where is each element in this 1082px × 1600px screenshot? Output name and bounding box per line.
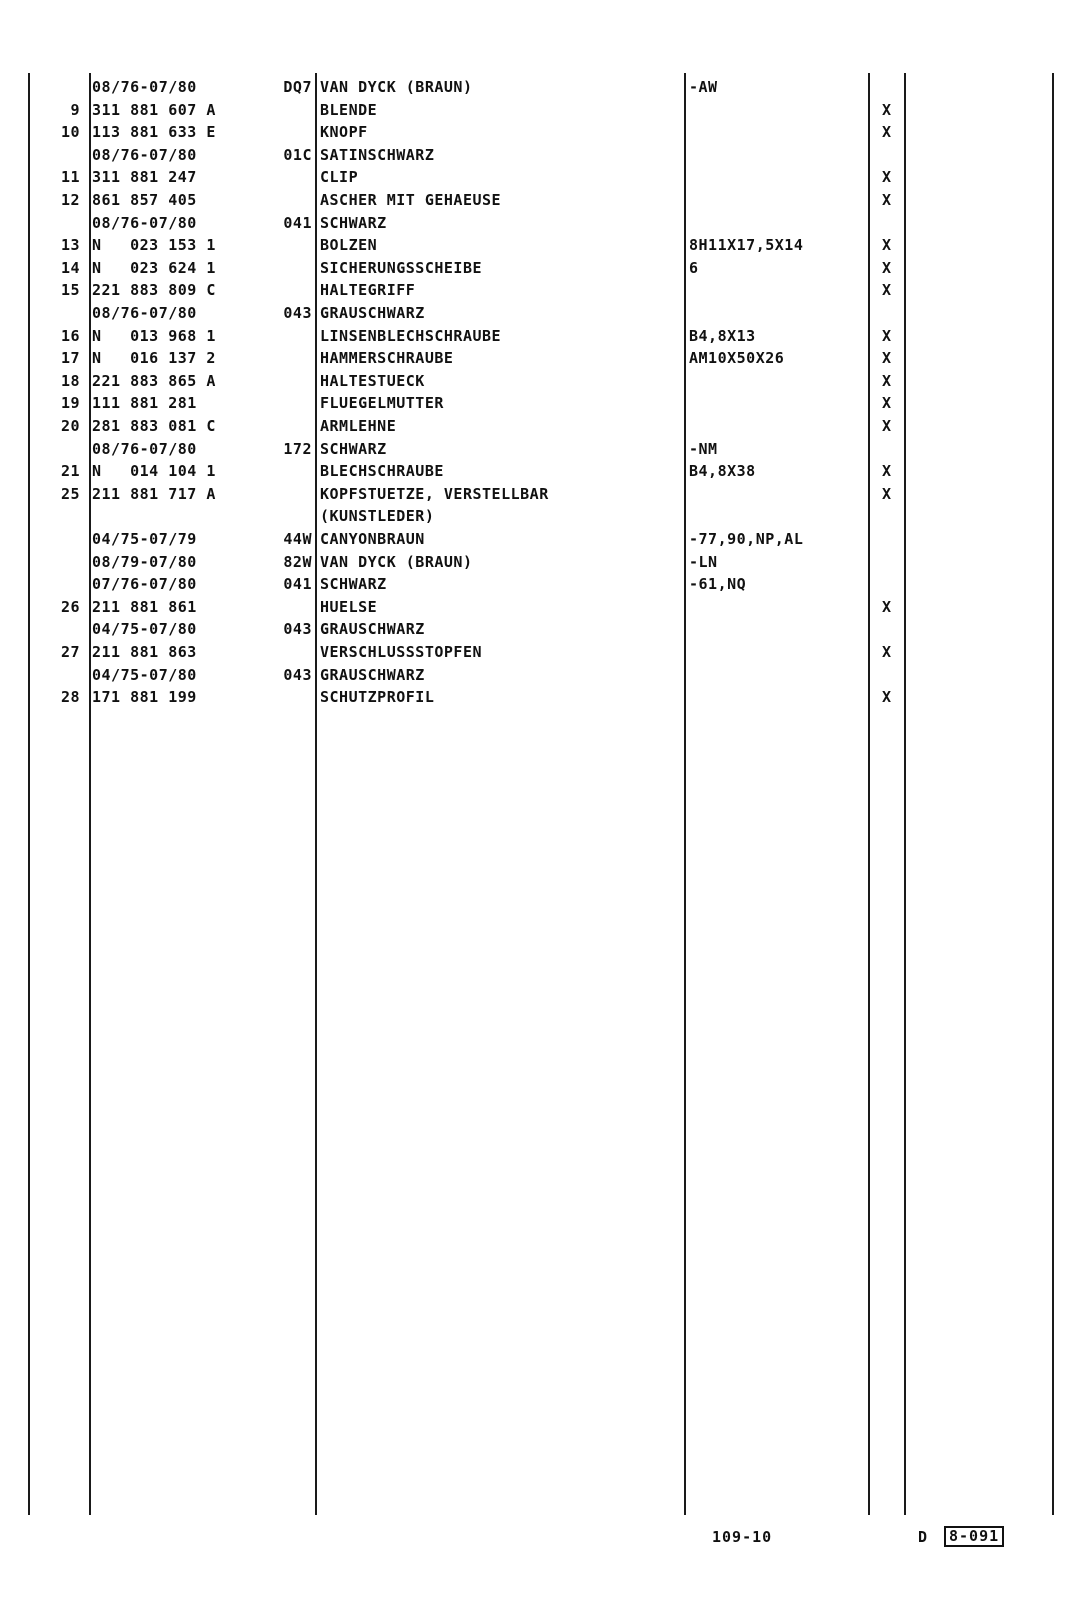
position-number: 11 [60,168,80,187]
page-reference: 109-10 [712,1528,773,1546]
applicability-mark: X [882,643,892,661]
table-row [0,460,1082,482]
specification: AM10X50X26 [689,349,785,368]
description: GRAUSCHWARZ [320,620,425,639]
color-code: 44W [283,530,312,548]
applicability-mark: X [882,371,892,390]
date-range: 08/76-07/80 [92,213,197,232]
part-number: 113 881 633 E [92,123,216,142]
description: HALTEGRIFF [320,281,416,300]
table-row [0,415,1082,437]
applicability-mark: X [882,258,892,277]
position-number: 17 [60,349,80,368]
part-number: N 023 624 1 [92,258,216,277]
description: VERSCHLUSSSTOPFEN [320,643,483,661]
position-number: 20 [60,417,80,435]
table-row [0,438,1082,460]
part-number: N 013 968 1 [92,326,216,345]
table-row [0,551,1082,573]
specification: 6 [689,258,699,277]
color-code: 041 [283,575,312,594]
applicability-mark: X [882,417,892,435]
description: CANYONBRAUN [320,530,425,548]
specification: 8H11X17,5X14 [689,236,804,255]
specification: -61,NQ [689,575,747,594]
part-number: N 014 104 1 [92,462,216,481]
part-number: 111 881 281 [92,394,197,413]
applicability-mark: X [882,326,892,345]
part-number: N 016 137 2 [92,349,216,368]
applicability-mark: X [882,168,892,187]
applicability-mark: X [882,236,892,255]
description: VAN DYCK (BRAUN) [320,78,473,96]
specification: -AW [689,78,718,96]
description: KNOPF [320,123,368,142]
date-range: 04/75-07/80 [92,665,197,684]
description: SCHWARZ [320,439,387,458]
applicability-mark: X [882,484,892,503]
description: SCHWARZ [320,213,387,232]
table-row [0,664,1082,686]
part-number: 211 881 863 [92,643,197,661]
position-number: 12 [60,191,80,209]
table-row [0,686,1082,708]
description: KOPFSTUETZE, VERSTELLBAR [320,484,549,503]
specification: -77,90,NP,AL [689,530,804,548]
table-row [0,528,1082,550]
table-row [0,99,1082,121]
description: BLECHSCHRAUBE [320,462,444,481]
applicability-mark: X [882,100,892,119]
description: ARMLEHNE [320,417,397,435]
table-row [0,483,1082,505]
part-number: 171 881 199 [92,688,197,707]
table-row [0,166,1082,188]
table-row [0,641,1082,663]
table-row [0,212,1082,234]
specification: B4,8X38 [689,462,756,481]
position-number: 27 [60,643,80,661]
date-range: 08/79-07/80 [92,552,197,571]
applicability-mark: X [882,349,892,368]
table-row [0,189,1082,211]
position-number: 10 [60,123,80,142]
table-row [0,121,1082,143]
table-row [0,279,1082,301]
description: GRAUSCHWARZ [320,304,425,322]
position-number: 15 [60,281,80,300]
table-row [0,76,1082,98]
description: SICHERUNGSSCHEIBE [320,258,483,277]
color-code: 043 [283,665,312,684]
table-row [0,302,1082,324]
applicability-mark: X [882,191,892,209]
part-number: 311 881 247 [92,168,197,187]
description: SATINSCHWARZ [320,145,435,164]
part-number: N 023 153 1 [92,236,216,255]
specification: -LN [689,552,718,571]
color-code: 172 [283,439,312,458]
description: GRAUSCHWARZ [320,665,425,684]
part-number: 221 883 865 A [92,371,216,390]
description: (KUNSTLEDER) [320,507,435,526]
color-code: 82W [283,552,312,571]
description: LINSENBLECHSCHRAUBE [320,326,502,345]
color-code: 043 [283,620,312,639]
position-number: 21 [60,462,80,481]
table-row [0,573,1082,595]
applicability-mark: X [882,123,892,142]
part-number: 311 881 607 A [92,100,216,119]
color-code: 041 [283,213,312,232]
position-number: 14 [60,258,80,277]
page-number-box: 8-091 [944,1526,1004,1547]
table-row [0,234,1082,256]
color-code: DQ7 [283,78,312,96]
position-number: 28 [60,688,80,707]
description: BOLZEN [320,236,378,255]
table-row [0,392,1082,414]
date-range: 07/76-07/80 [92,575,197,594]
description: VAN DYCK (BRAUN) [320,552,473,571]
applicability-mark: X [882,688,892,707]
date-range: 08/76-07/80 [92,439,197,458]
part-number: 211 881 861 [92,597,197,616]
applicability-mark: X [882,281,892,300]
date-range: 04/75-07/80 [92,620,197,639]
position-number: 9 [70,100,80,119]
date-range: 08/76-07/80 [92,145,197,164]
position-number: 26 [60,597,80,616]
specification: B4,8X13 [689,326,756,345]
applicability-mark: X [882,462,892,481]
description: FLUEGELMUTTER [320,394,444,413]
table-row [0,370,1082,392]
applicability-mark: X [882,394,892,413]
table-row [0,505,1082,527]
table-row [0,325,1082,347]
date-range: 04/75-07/79 [92,530,197,548]
description: ASCHER MIT GEHAEUSE [320,191,502,209]
table-row [0,618,1082,640]
description: SCHUTZPROFIL [320,688,435,707]
description: HUELSE [320,597,378,616]
region-code: D [918,1528,929,1546]
description: BLENDE [320,100,378,119]
position-number: 18 [60,371,80,390]
applicability-mark: X [882,597,892,616]
description: SCHWARZ [320,575,387,594]
table-row [0,257,1082,279]
part-number: 211 881 717 A [92,484,216,503]
position-number: 19 [60,394,80,413]
position-number: 13 [60,236,80,255]
date-range: 08/76-07/80 [92,304,197,322]
description: HAMMERSCHRAUBE [320,349,454,368]
table-row [0,347,1082,369]
color-code: 01C [283,145,312,164]
specification: -NM [689,439,718,458]
table-row [0,144,1082,166]
part-number: 861 857 405 [92,191,197,209]
description: HALTESTUECK [320,371,425,390]
description: CLIP [320,168,359,187]
color-code: 043 [283,304,312,322]
part-number: 281 883 081 C [92,417,216,435]
part-number: 221 883 809 C [92,281,216,300]
position-number: 16 [60,326,80,345]
date-range: 08/76-07/80 [92,78,197,96]
table-row [0,596,1082,618]
position-number: 25 [60,484,80,503]
